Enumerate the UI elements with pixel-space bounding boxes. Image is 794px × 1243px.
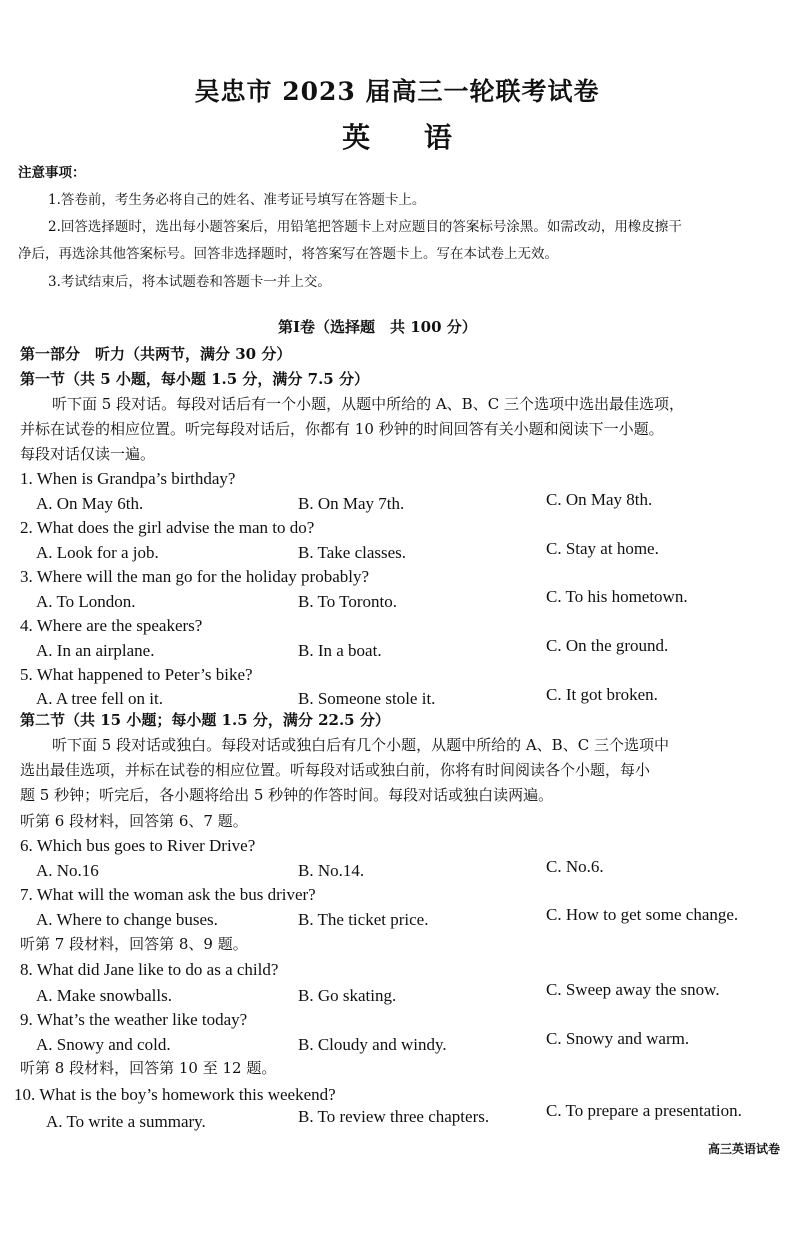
q3-option-a: A. To London.: [36, 592, 136, 611]
question-1: 1. When is Grandpa’s birthday?: [20, 469, 236, 488]
material-6-heading: 听第 6 段材料，回答第 6、7 题。: [20, 812, 248, 830]
q7-option-b: B. The ticket price.: [298, 910, 429, 929]
section2-instructions-c: 题 5 秒钟；听完后，各小题将给出 5 秒钟的作答时间。每段对话或独白读两遍。: [20, 786, 554, 804]
q10-option-b: B. To review three chapters.: [298, 1107, 490, 1126]
question-7: 7. What will the woman ask the bus driver?: [20, 885, 316, 904]
notice-item-2b: 净后，再选涂其他答案标号。回答非选择题时，将答案写在答题卡上。写在本试卷上无效。: [18, 246, 558, 262]
section1-instructions-b: 并标在试卷的相应位置。听完每段对话后，你都有 10 秒钟的时间回答有关小题和阅读下一小题。: [20, 420, 664, 438]
q9-option-c: C. Snowy and warm.: [546, 1029, 690, 1048]
q2-option-a: A. Look for a job.: [36, 543, 159, 562]
page-footer: 高三英语试卷: [707, 1142, 780, 1156]
q9-option-b: B. Cloudy and windy.: [298, 1035, 447, 1054]
notice-item-1: 1.答卷前，考生务必将自己的姓名、准考证号填写在答题卡上。: [48, 192, 426, 208]
question-10: 10. What is the boy’s homework this weekend?: [14, 1085, 336, 1104]
q4-option-a: A. In an airplane.: [36, 641, 155, 660]
material-8-heading: 听第 8 段材料，回答第 10 至 12 题。: [20, 1059, 277, 1077]
section1-instructions-c: 每段对话仅读一遍。: [20, 445, 156, 463]
section2-instructions-b: 选出最佳选项，并标在试卷的相应位置。听每段对话或独白前，你将有时间阅读各个小题，每小: [20, 761, 651, 779]
q8-option-a: A. Make snowballs.: [36, 986, 172, 1005]
notice-item-2a: 2.回答选择题时，选出每小题答案后，用铅笔把答题卡上对应题目的答案标号涂黑。如需改动，用橡皮擦干: [48, 219, 682, 235]
material-7-heading: 听第 7 段材料，回答第 8、9 题。: [20, 935, 248, 953]
section2-heading: 第二节（共 15 小题；每小题 1.5 分，满分 22.5 分）: [20, 711, 390, 729]
q4-option-c: C. On the ground.: [546, 636, 669, 655]
q10-option-c: C. To prepare a presentation.: [546, 1101, 742, 1120]
question-4: 4. Where are the speakers?: [20, 616, 203, 635]
q9-option-a: A. Snowy and cold.: [36, 1035, 171, 1054]
q3-option-c: C. To his hometown.: [546, 587, 688, 606]
q1-option-c: C. On May 8th.: [546, 490, 653, 509]
part1-heading: 第一部分 听力（共两节，满分 30 分）: [20, 345, 292, 363]
exam-title: 吴忠市 2023 届高三一轮联考试卷: [194, 77, 600, 106]
notice-item-3: 3.考试结束后，将本试题卷和答题卡一并上交。: [48, 274, 331, 290]
q1-option-b: B. On May 7th.: [298, 494, 405, 513]
question-8: 8. What did Jane like to do as a child?: [20, 960, 279, 979]
q2-option-b: B. Take classes.: [298, 543, 407, 562]
q3-option-b: B. To Toronto.: [298, 592, 398, 611]
subject-title: 英 语: [342, 121, 474, 154]
notice-heading: 注意事项：: [18, 165, 86, 181]
q5-option-c: C. It got broken.: [546, 685, 658, 704]
q5-option-b: B. Someone stole it.: [298, 689, 436, 708]
q5-option-a: A. A tree fell on it.: [36, 689, 164, 708]
question-9: 9. What’s the weather like today?: [20, 1010, 248, 1029]
q7-option-c: C. How to get some change.: [546, 905, 739, 924]
q6-option-b: B. No.14.: [298, 861, 365, 880]
q10-option-a: A. To write a summary.: [46, 1112, 206, 1131]
q7-option-a: A. Where to change buses.: [36, 910, 218, 929]
section1-heading: 第一节（共 5 小题，每小题 1.5 分，满分 7.5 分）: [20, 370, 369, 388]
q2-option-c: C. Stay at home.: [546, 539, 659, 558]
q4-option-b: B. In a boat.: [298, 641, 382, 660]
q6-option-c: C. No.6.: [546, 857, 604, 876]
q1-option-a: A. On May 6th.: [36, 494, 144, 513]
q6-option-a: A. No.16: [36, 861, 99, 880]
question-6: 6. Which bus goes to River Drive?: [20, 836, 256, 855]
q8-option-b: B. Go skating.: [298, 986, 397, 1005]
paper1-heading: 第Ⅰ卷（选择题 共 100 分）: [278, 318, 477, 336]
section1-instructions-a: 听下面 5 段对话。每段对话后有一个小题，从题中所给的 A、B、C 三个选项中选出最佳选项，: [52, 395, 684, 413]
question-5: 5. What happened to Peter’s bike?: [20, 665, 253, 684]
question-3: 3. Where will the man go for the holiday probably?: [20, 567, 370, 586]
section2-instructions-a: 听下面 5 段对话或独白。每段对话或独白后有几个小题，从题中所给的 A、B、C 三个选项中: [52, 736, 669, 754]
q8-option-c: C. Sweep away the snow.: [546, 980, 720, 999]
question-2: 2. What does the girl advise the man to do?: [20, 518, 315, 537]
